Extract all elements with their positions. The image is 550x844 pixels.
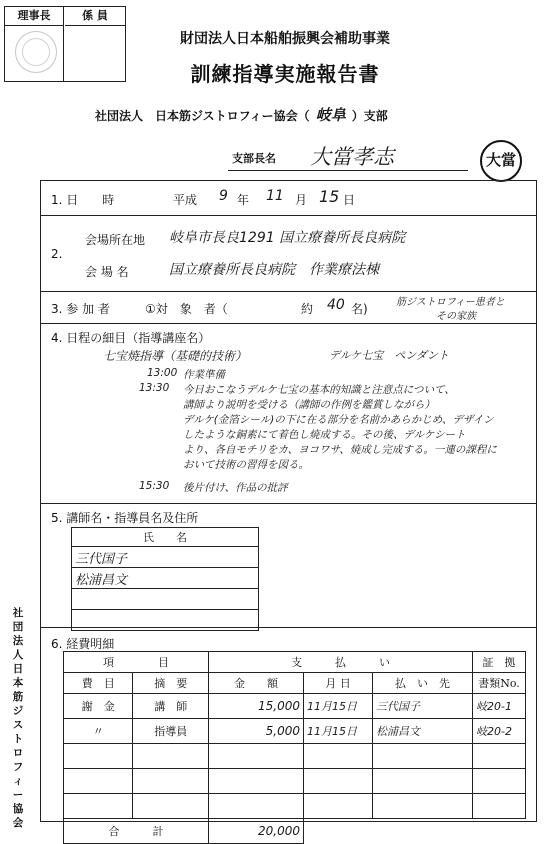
expense-row xyxy=(64,694,526,719)
count-unit: 名) xyxy=(351,302,368,316)
schedule-text: したような銅素にて着色し焼成する。その後、デルケシート xyxy=(183,429,466,441)
schedule-text: 今日おこなうデルケ七宝の基本的知識と注意点について、 xyxy=(183,384,455,396)
faded-seal-icon xyxy=(15,31,57,73)
instructor-name: 三代国子 xyxy=(72,547,259,568)
expense-h-category: 費 目 xyxy=(64,673,133,694)
course-item: デルケ七宝 ペンダント xyxy=(329,349,449,362)
year-unit: 年 xyxy=(237,193,250,207)
side-org-text: 社団法人日本筋ジストロフィー協会 xyxy=(12,607,24,829)
venue-name: 国立療養所長良病院 作業療法棟 xyxy=(169,262,379,278)
schedule-item xyxy=(139,412,531,427)
expense-payee xyxy=(373,744,473,769)
date-month: 11 xyxy=(266,188,284,204)
expense-payee: 松浦昌文 xyxy=(373,719,473,744)
expense-desc xyxy=(133,744,209,769)
venue-addr-label: 会場所在地 xyxy=(85,233,146,247)
approval-stamp-box xyxy=(4,6,126,82)
schedule-text: 講師より説明を受ける（講師の作例を鑑賞しながら） xyxy=(183,399,435,411)
expense-docno: 岐20-2 xyxy=(473,719,526,744)
expense-category xyxy=(64,794,133,819)
date-label: 1. 日 時 xyxy=(51,193,115,207)
date-year: 9 xyxy=(219,188,228,204)
schedule-item xyxy=(139,427,531,442)
schedule-text: より、各自モチリをカ、ヨコワサ、焼成し完成する。一連の課程に xyxy=(183,444,497,456)
expense-amount: 5,000 xyxy=(209,719,304,744)
report-title: 訓練指導実施報告書 xyxy=(190,62,380,86)
expense-row xyxy=(64,719,526,744)
schedule-item xyxy=(139,457,531,472)
section-venue xyxy=(41,215,536,292)
schedule-item xyxy=(139,442,531,457)
era-label: 平成 xyxy=(173,193,198,207)
schedule-time: 15:30 xyxy=(139,480,170,492)
expense-h-date: 月 日 xyxy=(304,673,373,694)
expense-category: 謝 金 xyxy=(64,694,133,719)
chief-underline xyxy=(228,170,468,171)
expense-desc xyxy=(133,769,209,794)
schedule-item xyxy=(139,367,531,382)
target-label: ①対 象 者（ xyxy=(145,302,228,316)
schedule-item xyxy=(139,397,531,412)
date-day: 15 xyxy=(319,187,340,206)
chief-name: 大當孝志 xyxy=(310,145,394,169)
expense-h-payee: 払 い 先 xyxy=(373,673,473,694)
chief-seal-icon: 大當 xyxy=(480,140,522,182)
schedule-item xyxy=(139,480,531,495)
participants-note1: 筋ジストロフィー患者と xyxy=(396,297,505,308)
expense-total-label: 合 計 xyxy=(64,819,209,844)
schedule-text: 作業準備 xyxy=(183,369,225,381)
schedule-text: 後片付け、作品の批評 xyxy=(183,482,288,494)
expense-category xyxy=(64,769,133,794)
expense-row xyxy=(64,769,526,794)
schedule-time: 13:30 xyxy=(139,382,170,394)
section-schedule xyxy=(41,323,536,504)
expense-h-amount: 金 額 xyxy=(209,673,304,694)
expense-table xyxy=(63,651,526,844)
schedule-list xyxy=(139,367,531,495)
expense-payee: 三代国子 xyxy=(373,694,473,719)
instructor-name xyxy=(72,589,259,610)
venue-address: 岐阜市長良1291 国立療養所長良病院 xyxy=(169,230,406,246)
instructor-header: 氏 名 xyxy=(72,528,259,547)
month-unit: 月 xyxy=(295,193,308,207)
expense-category: 〃 xyxy=(64,719,133,744)
schedule-label: 4. 日程の細目（指導講座名） xyxy=(51,331,211,345)
expense-date xyxy=(304,769,373,794)
expense-docno xyxy=(473,769,526,794)
branch-line xyxy=(95,104,388,125)
expense-h-desc: 摘 要 xyxy=(133,673,209,694)
schedule-text: デルケ(金箔シール)の下に在る部分を名前かあらかじめ、デザイン xyxy=(183,414,494,426)
expense-amount: 15,000 xyxy=(209,694,304,719)
expense-desc: 講 師 xyxy=(133,694,209,719)
schedule-item xyxy=(139,382,531,397)
expense-h-item: 項 目 xyxy=(64,652,209,673)
expense-date xyxy=(304,744,373,769)
schedule-time: 13:00 xyxy=(147,367,178,379)
expense-total-amount: 20,000 xyxy=(209,819,304,844)
report-form xyxy=(40,180,537,838)
venue-name-label: 会 場 名 xyxy=(85,265,129,279)
expense-h-pay: 支 払 い xyxy=(209,652,473,673)
approx-label: 約 xyxy=(301,302,314,316)
participants-label: 3. 参 加 者 xyxy=(51,302,110,316)
org-title: 財団法人日本船舶振興会補助事業 xyxy=(180,31,390,47)
stamp-col-staff: 係 員 xyxy=(65,7,125,26)
instructors-label: 5. 講師名・指導員名及住所 xyxy=(51,511,199,525)
expense-date: 11月15日 xyxy=(304,719,373,744)
expense-date xyxy=(304,794,373,819)
stamp-col-director: 理事長 xyxy=(5,7,64,26)
branch-suffix: ）支部 xyxy=(351,109,388,123)
participant-count: 40 xyxy=(327,297,345,313)
expense-docno xyxy=(473,744,526,769)
participants-note2: その家族 xyxy=(436,311,476,322)
section-date xyxy=(41,181,536,216)
expense-desc: 指導員 xyxy=(133,719,209,744)
expenses-label: 6. 経費明細 xyxy=(51,637,115,651)
expense-row xyxy=(64,794,526,819)
day-unit: 日 xyxy=(343,193,356,207)
expense-h-proof: 証 拠 xyxy=(473,652,526,673)
expense-row xyxy=(64,744,526,769)
expense-desc xyxy=(133,794,209,819)
instructor-name: 松浦昌文 xyxy=(72,568,259,589)
branch-prefix: 社団法人 日本筋ジストロフィー協会（ xyxy=(95,109,310,123)
expense-category xyxy=(64,744,133,769)
expense-payee xyxy=(373,769,473,794)
branch-name: 岐阜 xyxy=(315,106,346,124)
section-expenses xyxy=(41,627,536,838)
expense-docno: 岐20-1 xyxy=(473,694,526,719)
expense-h-docno: 書類No. xyxy=(473,673,526,694)
expense-amount xyxy=(209,769,304,794)
schedule-text: おいて技術の習得を図る。 xyxy=(183,459,309,471)
chief-label: 支部長名 xyxy=(232,152,276,165)
expense-docno xyxy=(473,794,526,819)
expense-date: 11月15日 xyxy=(304,694,373,719)
section-instructors xyxy=(41,503,536,628)
expense-amount xyxy=(209,744,304,769)
expense-amount xyxy=(209,794,304,819)
expense-payee xyxy=(373,794,473,819)
section-participants xyxy=(41,291,536,324)
venue-num: 2. xyxy=(51,247,63,261)
instructor-table xyxy=(71,527,259,631)
course-name: 七宝焼指導（基礎的技術） xyxy=(103,349,248,363)
